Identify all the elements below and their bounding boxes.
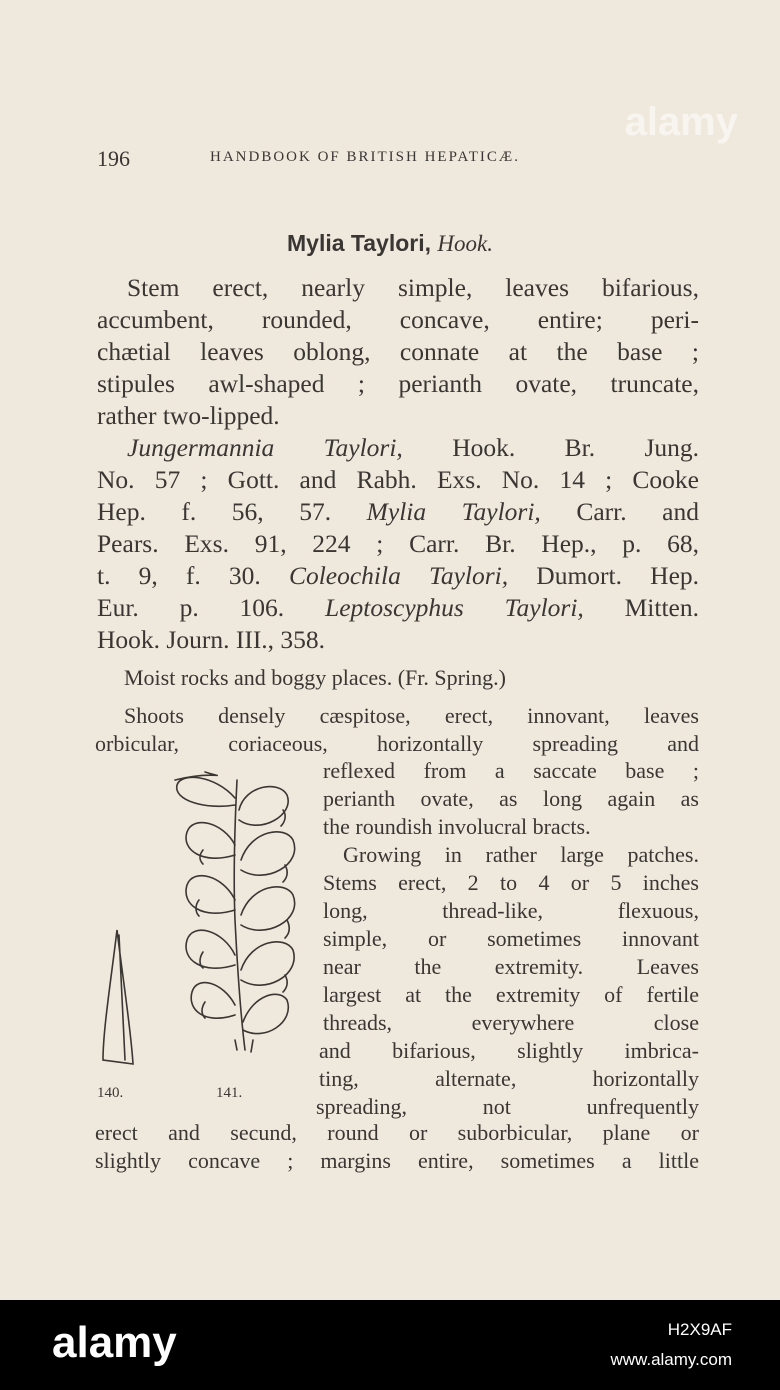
watermark-logo: alamy xyxy=(624,100,738,144)
synonym-ref: Hook. Br. Jung. xyxy=(402,433,699,462)
detail-line: spreading, not unfrequently xyxy=(316,1094,699,1119)
species-name: Mylia Taylori, xyxy=(287,230,432,256)
synonymy-line xyxy=(127,433,699,463)
synonym-ref: Eur. p. 106. xyxy=(97,593,326,622)
figure-label-141: 141. xyxy=(216,1085,243,1101)
description-line: accumbent, rounded, concave, entire; peri- xyxy=(97,305,699,334)
synonym-ref: Hep. f. 56, 57. xyxy=(97,497,367,526)
synonym-ref: Mitten. xyxy=(583,593,699,622)
detail-line: Shoots densely cæspitose, erect, innovant, leaves xyxy=(124,703,699,728)
detail-line: largest at the extremity of fertile xyxy=(323,982,699,1007)
synonym-name: Jungermannia Taylori, xyxy=(127,433,403,462)
habitat: Moist rocks and boggy places. (Fr. Spring.) xyxy=(124,665,506,690)
site-url: www.alamy.com xyxy=(610,1350,732,1369)
shoot-figure-141 xyxy=(175,772,295,1052)
synonym-ref: Carr. and xyxy=(540,497,699,526)
detail-line: erect and secund, round or suborbicular, plane or xyxy=(95,1120,699,1145)
detail-line: slightly concave ; margins entire, sometimes a little xyxy=(95,1148,699,1173)
description-line: stipules awl-shaped ; perianth ovate, truncate, xyxy=(97,369,699,398)
detail-line: the roundish involucral bracts. xyxy=(323,814,591,839)
detail-line: near the extremity. Leaves xyxy=(323,954,699,979)
running-head xyxy=(97,146,520,172)
detail-line: ting, alternate, horizontally xyxy=(319,1066,699,1091)
detail-line: reflexed from a saccate base ; xyxy=(323,758,699,783)
species-authority: Hook. xyxy=(437,231,493,256)
synonymy-line xyxy=(97,593,699,623)
description-line: chætial leaves oblong, connate at the base ; xyxy=(97,337,699,366)
detail-line: orbicular, coriaceous, horizontally spreading and xyxy=(95,731,699,756)
synonym-ref: t. 9, f. 30. xyxy=(97,561,289,590)
species-title xyxy=(0,230,780,257)
synonym-ref: Dumort. Hep. xyxy=(508,561,700,590)
synonymy-line xyxy=(97,497,699,527)
synonym-name: Leptoscyphus Taylori, xyxy=(325,593,584,622)
detail-line: long, thread-like, flexuous, xyxy=(323,898,699,923)
synonym-name: Coleochila Taylori, xyxy=(288,561,509,590)
stipule-figure-140 xyxy=(103,930,133,1064)
alamy-logo: alamy xyxy=(52,1318,177,1367)
running-head-title: HANDBOOK OF BRITISH HEPATICÆ. xyxy=(210,149,520,165)
synonymy-line: Pears. Exs. 91, 224 ; Carr. Br. Hep., p. 68, xyxy=(97,529,699,558)
detail-line: Stems erect, 2 to 4 or 5 inches xyxy=(323,870,699,895)
description-line: rather two-lipped. xyxy=(97,401,280,430)
synonym-name: Mylia Taylori, xyxy=(366,497,541,526)
detail-line: simple, or sometimes innovant xyxy=(323,926,699,951)
synonymy-line: Hook. Journ. III., 358. xyxy=(97,625,326,654)
page-number: 196 xyxy=(97,146,130,171)
description-line: Stem erect, nearly simple, leaves bifarious, xyxy=(127,273,699,302)
synonymy-line: No. 57 ; Gott. and Rabh. Exs. No. 14 ; Cooke xyxy=(97,465,699,494)
detail-line: Growing in rather large patches. xyxy=(343,842,699,867)
watermark-footer xyxy=(0,1300,780,1390)
detail-line: perianth ovate, as long again as xyxy=(323,786,699,811)
figure-label-140: 140. xyxy=(97,1085,124,1101)
image-code: H2X9AF xyxy=(667,1320,732,1339)
detail-line: threads, everywhere close xyxy=(323,1010,699,1035)
botanical-illustration xyxy=(95,760,310,1080)
detail-line: and bifarious, slightly imbrica- xyxy=(319,1038,699,1063)
synonymy-line xyxy=(97,561,699,591)
